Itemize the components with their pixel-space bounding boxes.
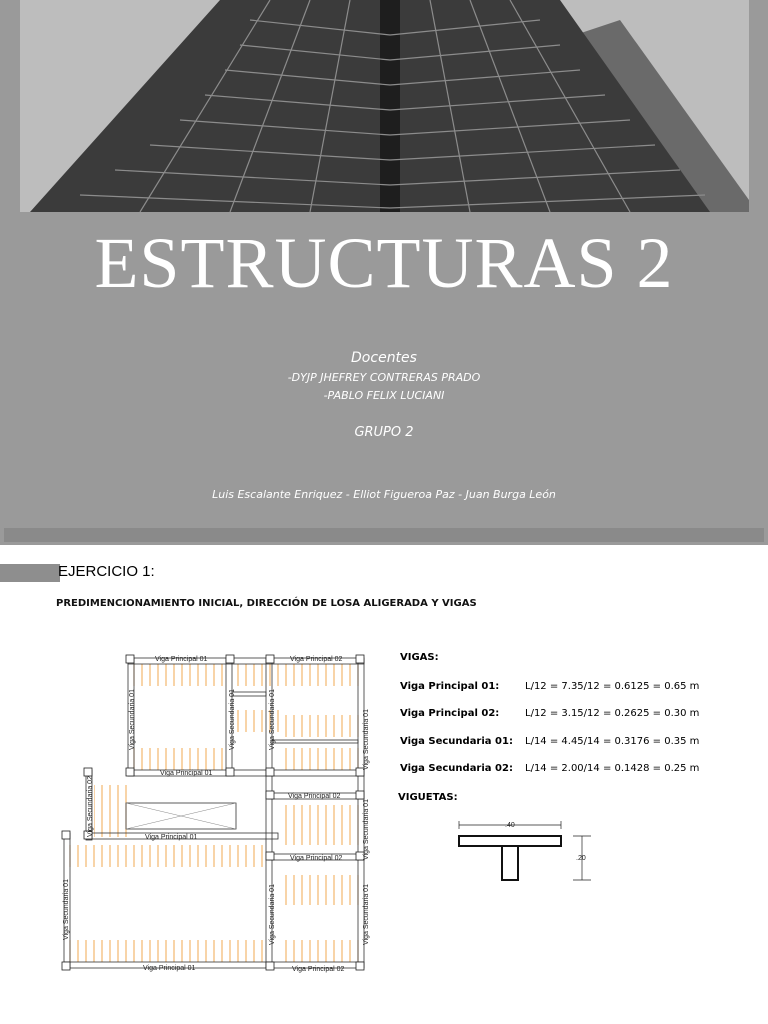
exercise-accent-bar	[0, 564, 60, 582]
building-photo-art	[20, 0, 749, 212]
plan-label-vs01: Viga Secundaria 01	[129, 689, 136, 750]
plan-label-vp02: Viga Principal 02	[290, 855, 343, 862]
docente-name: -DYJP JHEFREY CONTRERAS PRADO	[287, 371, 481, 384]
plan-label-vs01: Viga Secundaria 01	[269, 884, 276, 945]
viga-label: Viga Principal 02:	[400, 708, 500, 719]
exercise-subtitle: PREDIMENCIONAMIENTO INICIAL, DIRECCIÓN DE LOSA ALIGERADA Y VIGAS	[56, 598, 477, 609]
vigueta-t-section	[455, 815, 605, 892]
cover-bottom-strip	[4, 528, 764, 542]
viga-formula: L/14 = 4.45/14 = 0.3176 = 0.35 m	[525, 736, 700, 747]
exercise-title: EJERCICIO 1:	[58, 563, 155, 580]
plan-label-vs01: Viga Secundaria 01	[363, 709, 370, 770]
viga-formula: L/12 = 7.35/12 = 0.6125 = 0.65 m	[525, 681, 700, 692]
vigas-heading: VIGAS:	[400, 652, 439, 663]
cover-title: ESTRUCTURAS 2	[94, 223, 674, 303]
vigueta-height-label: .20	[576, 855, 586, 862]
viguetas-heading: VIGUETAS:	[398, 792, 458, 803]
plan-label-vp02: Viga Principal 02	[288, 793, 341, 800]
viga-label: Viga Principal 01:	[400, 681, 500, 692]
viga-formula: L/14 = 2.00/14 = 0.1428 = 0.25 m	[525, 763, 700, 774]
building-photo	[20, 0, 749, 212]
plan-label-vp02: Viga Principal 02	[292, 966, 345, 973]
viga-label: Viga Secundaria 02:	[400, 763, 513, 774]
viga-label: Viga Secundaria 01:	[400, 736, 513, 747]
floor-plan	[50, 640, 385, 985]
group-members: Luis Escalante Enriquez - Elliot Figueroa Paz - Juan Burga León	[212, 488, 556, 501]
floor-plan-drawing	[50, 640, 385, 980]
plan-label-vs01: Viga Secundaria 01	[363, 884, 370, 945]
plan-label-vp01: Viga Principal 01	[143, 965, 196, 972]
plan-label-vs01: Viga Secundaria 01	[229, 689, 236, 750]
plan-label-vp01: Viga Principal 01	[160, 770, 213, 777]
plan-label-vs02: Viga Secundaria 02	[87, 776, 94, 837]
plan-label-vs01: Viga Secundaria 01	[363, 799, 370, 860]
plan-label-vp01: Viga Principal 01	[145, 834, 198, 841]
docentes-label: Docentes	[351, 350, 417, 366]
group-label: GRUPO 2	[354, 425, 414, 440]
vigueta-section-drawing	[455, 815, 605, 887]
plan-label-vp02: Viga Principal 02	[290, 656, 343, 663]
docente-name: -PABLO FELIX LUCIANI	[323, 389, 445, 402]
plan-label-vs01: Viga Secundaria 01	[63, 879, 70, 940]
plan-label-vp01: Viga Principal 01	[155, 656, 208, 663]
vigueta-width-label: .40	[505, 822, 515, 829]
plan-label-vs01: Viga Secundaria 01	[269, 689, 276, 750]
viga-formula: L/12 = 3.15/12 = 0.2625 = 0.30 m	[525, 708, 700, 719]
